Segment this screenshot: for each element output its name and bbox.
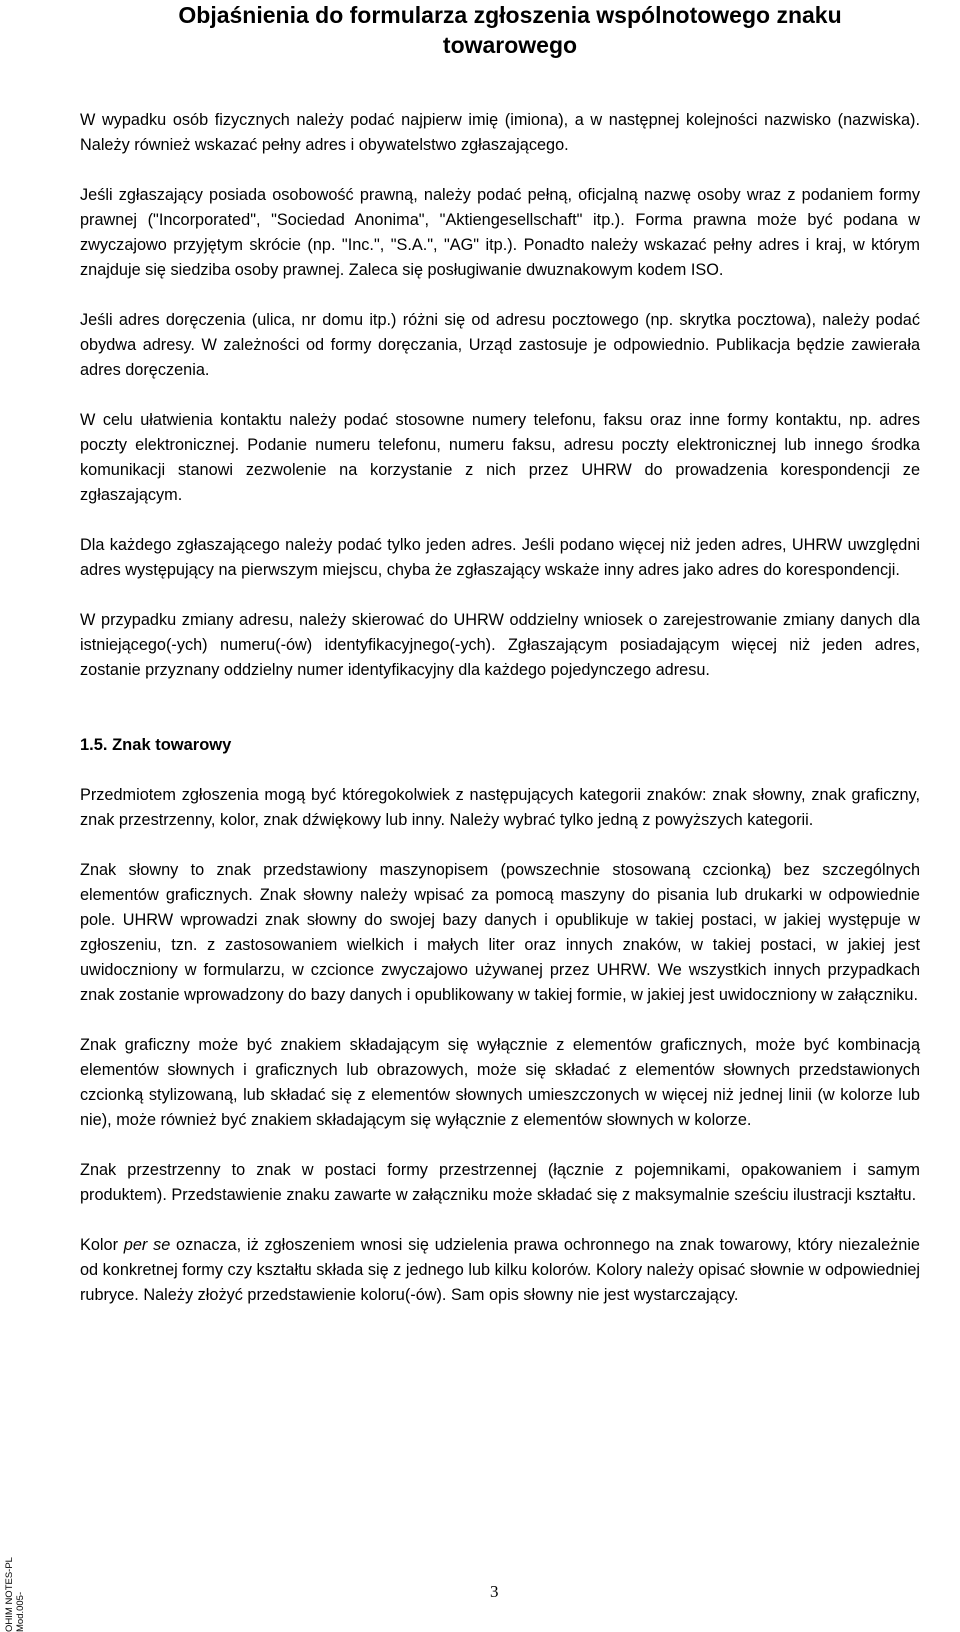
page-number: 3 [490,1582,499,1601]
paragraph-figurative-mark: Znak graficzny może być znakiem składającym się wyłącznie z elementów graficznych, może być kombinacją elementów słownych i graficznych lub obrazowych, może się składać z elementów słownych przedstawionych czcionką stylizowaną, lub składać się z elementów słownych umieszczonych w więcej niż jednej linii (w kolorze lub nie), może również być znakiem składającym się wyłącznie z elementów słownych w kolorze. [80,1036,920,1129]
paragraph-delivery-address: Jeśli adres doręczenia (ulica, nr domu itp.) różni się od adresu pocztowego (np. skrytka pocztowa), należy podać obydwa adresy. W zależności od formy doręczania, Urząd zastosuje je odpowiednio. Publikacja będzie zawierała adres doręczenia. [80,311,920,379]
paragraph-natural-persons: W wypadku osób fizycznych należy podać najpierw imię (imiona), a w następnej kolejności nazwisko (nazwiska). Należy również wskazać pełny adres i obywatelstwo zgłaszającego. [80,111,920,154]
paragraph-colour-mark [80,1233,920,1308]
section-heading: 1.5. Znak towarowy [80,736,232,754]
paragraph-mark-categories: Przedmiotem zgłoszenia mogą być któregokolwiek z następujących kategorii znaków: znak słowny, znak graficzny, znak przestrzenny, kolor, znak dźwiękowy lub inny. Należy wybrać tylko jedną z powyższych kategorii. [80,786,920,829]
paragraph-single-address: Dla każdego zgłaszającego należy podać tylko jeden adres. Jeśli podano więcej niż jeden adres, UHRW uwzględni adres występujący na pierwszym miejscu, chyba że zgłaszający wskaże inny adres jako adres do korespondencji. [80,536,920,579]
side-label-line-2: Mod.005- [15,1591,26,1632]
document-body [80,108,920,1308]
paragraph-address-change: W przypadku zmiany adresu, należy skierować do UHRW oddzielny wniosek o zarejestrowanie zmiany danych dla istniejącego(-ych) numeru(-ów) identyfikacyjnego(-ych). Zgłaszającym posiadającym więcej niż jeden adres, zostanie przyznany oddzielny numer identyfikacyjny dla każdego pojedynczego adresu. [80,611,920,679]
paragraph-3d-mark: Znak przestrzenny to znak w postaci formy przestrzennej (łącznie z pojemnikami, opakowaniem i samym produktem). Przedstawienie znaku zawarte w załączniku może składać się z maksymalnie sześciu ilustracji kształtu. [80,1161,920,1204]
paragraph-contact: W celu ułatwienia kontaktu należy podać stosowne numery telefonu, faksu oraz inne formy kontaktu, np. adres poczty elektronicznej. Podanie numeru telefonu, numeru faksu, adresu poczty elektronicznej lub innego środka komunikacji stanowi zezwolenie na korzystanie z nich przez UHRW do prowadzenia korespondencji ze zgłaszającym. [80,411,920,504]
side-reference-label [4,1557,26,1632]
paragraph-word-mark: Znak słowny to znak przedstawiony maszynopisem (powszechnie stosowaną czcionką) bez szczególnych elementów graficznych. Znak słowny należy wpisać za pomocą maszyny do pisania lub drukarki w odpowiednie pole. UHRW wprowadzi znak słowny do swojej bazy danych i opublikuje w takiej postaci, w jakiej występuje w zgłoszeniu, tzn. z zastosowaniem wielkich i małych liter oraz innych znaków, w takiej postaci, w jakiej jest uwidoczniony w formularzu, w czcionce zwyczajowo używanej przez UHRW. We wszystkich innych przypadkach znak zostanie wprowadzony do bazy danych i opublikowany w takiej formie, w jakiej jest uwidoczniony w załączniku. [80,861,920,1004]
per-se-italic: per se [123,1236,171,1254]
side-label-line-1: OHIM NOTES-PL [4,1557,15,1632]
page-title: Objaśnienia do formularza zgłoszenia wspólnotowego znaku towarowego [178,2,842,58]
paragraph-legal-entities: Jeśli zgłaszający posiada osobowość prawną, należy podać pełną, oficjalną nazwę osoby wraz z podaniem formy prawnej ("Incorporated", "Sociedad Anonima", "Aktiengesellschaft" itp.). Forma prawna może być podana w zwyczajowo przyjętym skrócie (np. "Inc.", "S.A.", "AG" itp.). Ponadto należy wskazać pełny adres i kraj, w którym znajduje się siedziba osoby prawnej. Zaleca się posługiwanie dwuznakowym kodem ISO. [80,186,920,279]
colour-text-rest: oznacza, iż zgłoszeniem wnosi się udzielenia prawa ochronnego na znak towarowy, który niezależnie od konkretnej formy czy kształtu składa się z jednego lub kilku kolorów. Kolory należy opisać słownie w odpowiedniej rubryce. Należy złożyć przedstawienie koloru(-ów). Sam opis słowny nie jest wystarczający. [80,1236,920,1304]
colour-text-start: Kolor [80,1236,124,1254]
